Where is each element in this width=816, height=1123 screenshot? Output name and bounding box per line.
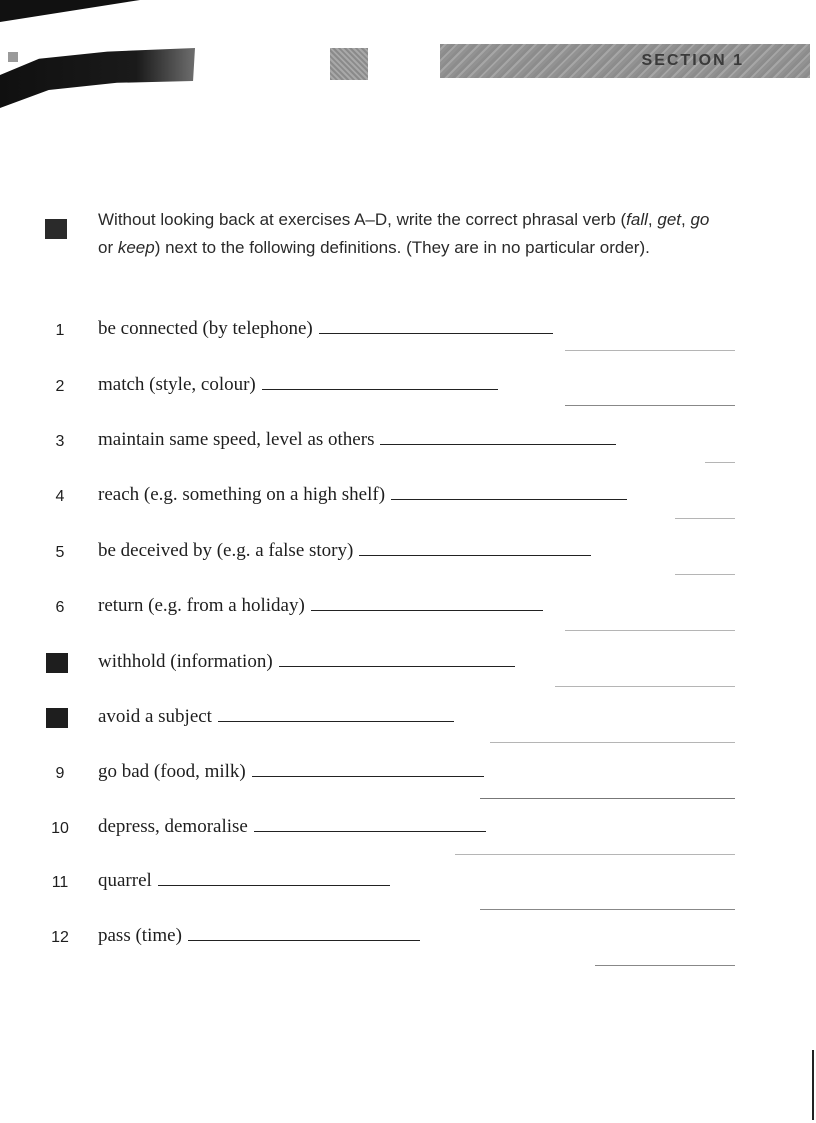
answer-blank[interactable] bbox=[359, 540, 591, 556]
list-item bbox=[0, 374, 816, 404]
scan-streak-top bbox=[0, 0, 140, 22]
scan-line bbox=[555, 686, 735, 687]
list-item bbox=[0, 870, 816, 900]
item-number-marker bbox=[46, 653, 68, 673]
item-definition: return (e.g. from a holiday) bbox=[98, 595, 305, 616]
header-swoosh bbox=[0, 48, 195, 108]
answer-blank[interactable] bbox=[380, 429, 616, 445]
list-item bbox=[0, 595, 816, 625]
section-header-band bbox=[440, 44, 810, 78]
header-grey-square bbox=[330, 48, 368, 80]
item-number: 5 bbox=[55, 544, 65, 561]
item-definition: match (style, colour) bbox=[98, 374, 256, 395]
scan-line bbox=[565, 350, 735, 351]
answer-blank[interactable] bbox=[391, 484, 627, 500]
answer-blank[interactable] bbox=[188, 925, 420, 941]
scan-line bbox=[595, 965, 735, 966]
item-number: 10 bbox=[51, 820, 69, 837]
list-item bbox=[0, 651, 816, 681]
item-definition: quarrel bbox=[98, 870, 152, 891]
answer-blank[interactable] bbox=[279, 651, 515, 667]
item-number: 2 bbox=[55, 378, 65, 395]
scan-line bbox=[480, 909, 735, 910]
answer-blank[interactable] bbox=[311, 595, 543, 611]
item-number-marker bbox=[46, 708, 68, 728]
item-definition: depress, demoralise bbox=[98, 816, 248, 837]
item-definition: maintain same speed, level as others bbox=[98, 429, 375, 450]
item-number: 9 bbox=[55, 765, 65, 782]
scan-line bbox=[675, 518, 735, 519]
list-item bbox=[0, 761, 816, 791]
list-item bbox=[0, 484, 816, 514]
item-definition: be connected (by telephone) bbox=[98, 318, 313, 339]
item-number: 3 bbox=[55, 433, 65, 450]
answer-blank[interactable] bbox=[254, 816, 486, 832]
scan-mark bbox=[8, 52, 18, 62]
list-item bbox=[0, 816, 816, 846]
scan-line bbox=[480, 798, 735, 799]
list-item bbox=[0, 318, 816, 348]
page-edge-mark bbox=[812, 1050, 814, 1120]
item-definition: withhold (information) bbox=[98, 651, 273, 672]
scan-line bbox=[705, 462, 735, 463]
item-definition: be deceived by (e.g. a false story) bbox=[98, 540, 354, 561]
answer-blank[interactable] bbox=[319, 318, 553, 334]
answer-blank[interactable] bbox=[252, 761, 484, 777]
item-number: 4 bbox=[55, 488, 65, 505]
answer-blank[interactable] bbox=[158, 870, 390, 886]
list-item bbox=[0, 925, 816, 955]
item-number: 6 bbox=[55, 599, 65, 616]
instructions: Without looking back at exercises A–D, write the correct phrasal verb (fall, get, go or keep) next to the following definitions. (They are in no particular order). bbox=[98, 210, 710, 257]
answer-blank[interactable] bbox=[218, 706, 454, 722]
list-item bbox=[0, 540, 816, 570]
section-label: SECTION 1 bbox=[641, 52, 744, 69]
item-definition: reach (e.g. something on a high shelf) bbox=[98, 484, 386, 505]
item-number: 12 bbox=[51, 929, 69, 946]
list-item bbox=[0, 429, 816, 459]
scan-line bbox=[675, 574, 735, 575]
item-number: 1 bbox=[55, 322, 65, 339]
item-definition: pass (time) bbox=[98, 925, 182, 946]
exercise-bullet bbox=[45, 219, 67, 239]
list-item bbox=[0, 706, 816, 736]
answer-blank[interactable] bbox=[262, 374, 498, 390]
item-definition: avoid a subject bbox=[98, 706, 212, 727]
scan-line bbox=[455, 854, 735, 855]
item-number: 11 bbox=[51, 874, 69, 891]
scan-line bbox=[490, 742, 735, 743]
scan-line bbox=[565, 630, 735, 631]
scan-line bbox=[565, 405, 735, 406]
item-definition: go bad (food, milk) bbox=[98, 761, 246, 782]
